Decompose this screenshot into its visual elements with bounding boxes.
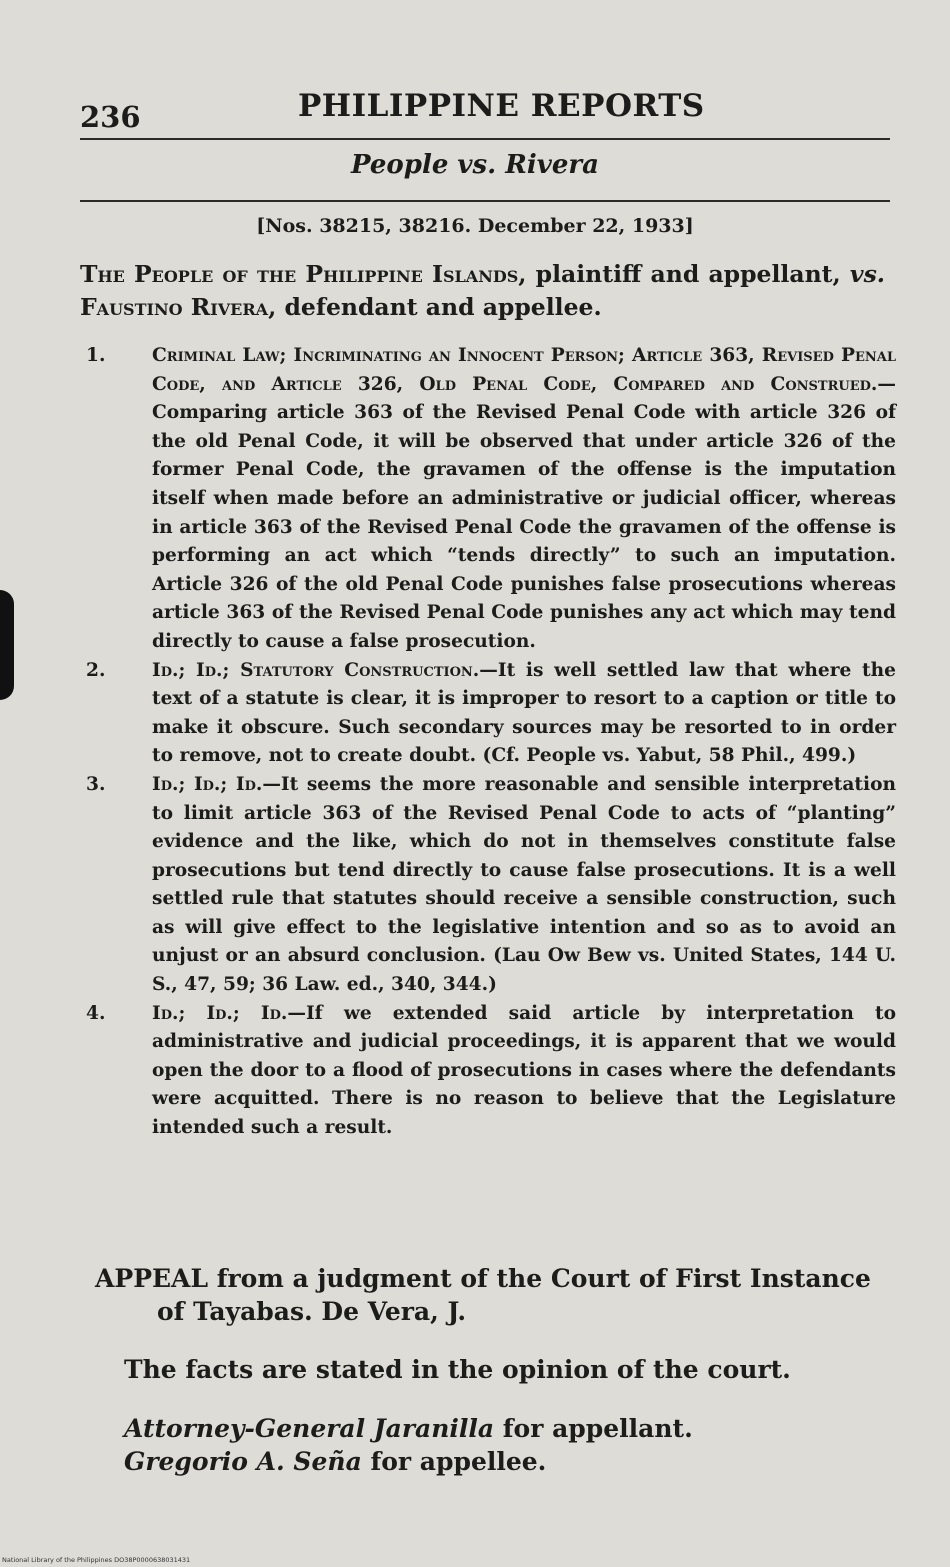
syllabus-topic: Id.; Id.; Id.: [152, 773, 263, 795]
case-parties: [80, 258, 885, 324]
appeal-statement: [95, 1262, 905, 1328]
syllabus-item: [86, 657, 896, 771]
footer-credit: National Library of the Philippines DO38P0000638031431: [2, 1556, 191, 1564]
case-short-title: People vs. Rivera: [351, 150, 599, 180]
appellee-attorney: Gregorio A. Seña: [124, 1447, 362, 1476]
appeal-line-1: APPEAL from a judgment of the Court of First Instance: [95, 1264, 871, 1293]
appellant-role: for appellant.: [502, 1414, 693, 1443]
syllabus-topic: Criminal Law; Incriminating an Innocent Person; Article 363, Revised Penal Code, and Article 326, Old Penal Code, Compared and Construed.: [152, 345, 896, 395]
syllabus-topic: Id.; Id.; Statutory Construction.: [152, 659, 480, 681]
syllabus-text: —Comparing article 363 of the Revised Penal Code with article 326 of the old Penal Code, it will be observed that under article 326 of the former Penal Code, the gravamen of the offense is the imputation itself when made before an administrative or judicial officer, whereas in article 363 of the Revised Penal Code the gravamen of the offense is performing an act which “tends directly” to such an imputation. Article 326 of the old Penal Code punishes false prosecutions whereas article 363 of the Revised Penal Code punishes any act which may tend directly to cause a false prosecution.: [152, 373, 896, 652]
syllabus-number: 1.: [86, 345, 106, 366]
syllabus-item: [86, 771, 896, 1000]
counsel-block: [124, 1412, 884, 1478]
plaintiff-role: plaintiff and appellant,: [535, 260, 841, 288]
appellant-counsel: [124, 1412, 884, 1445]
syllabus-text: —It is well settled law that where the text of a statute is clear, it is improper to resort to a caption or title to make it obscure. Such secondary sources may be resorted to in order to remove, not to create doubt. (Cf. People vs. Yabut, 58 Phil., 499.): [152, 659, 896, 767]
header-rule: [80, 138, 890, 140]
appellee-counsel: [124, 1445, 884, 1478]
plaintiff-name: The People of the Philippine Islands,: [80, 260, 527, 288]
syllabus-number: 2.: [86, 659, 106, 681]
facts-statement: The facts are stated in the opinion of the court.: [124, 1355, 791, 1384]
defendant-role: defendant and appellee.: [284, 293, 602, 321]
page-header: [80, 88, 890, 138]
running-title: PHILIPPINE REPORTS: [298, 88, 705, 124]
page-number: 236: [80, 100, 141, 134]
syllabus-item: [86, 1000, 896, 1143]
appellee-role: for appellee.: [370, 1447, 547, 1476]
syllabus: [86, 342, 896, 1143]
syllabus-text: —It seems the more reasonable and sensible interpretation to limit article 363 of the Revised Penal Code to acts of “planting” evidence and the like, which do not in themselves constitute false prosecutions but tend directly to cause false prosecutions. It is a well settled rule that statutes should receive a sensible construction, such as will give effect to the legislative intention and so as to avoid an unjust or an absurd conclusion. (Lau Ow Bew vs. United States, 144 U. S., 47, 59; 36 Law. ed., 340, 344.): [152, 773, 896, 996]
defendant-name: Faustino Rivera,: [80, 293, 277, 321]
syllabus-item: [86, 342, 896, 657]
syllabus-topic: Id.; Id.; Id.: [152, 1002, 288, 1024]
appeal-line-2: of Tayabas. De Vera, J.: [157, 1297, 467, 1326]
title-rule: [80, 200, 890, 202]
syllabus-number: 4.: [86, 1002, 106, 1024]
syllabus-number: 3.: [86, 773, 106, 795]
versus: vs.: [849, 260, 885, 288]
docket-line: [Nos. 38215, 38216. December 22, 1933]: [256, 215, 694, 237]
book-edge-shadow: [0, 590, 14, 700]
appellant-attorney: Attorney-General Jaranilla: [124, 1414, 495, 1443]
syllabus-text: —If we extended said article by interpretation to administrative and judicial proceedings, it is apparent that we would open the door to a flood of prosecutions in cases where the defendants were acquitted. There is no reason to believe that the Legislature intended such a result.: [152, 1002, 896, 1139]
